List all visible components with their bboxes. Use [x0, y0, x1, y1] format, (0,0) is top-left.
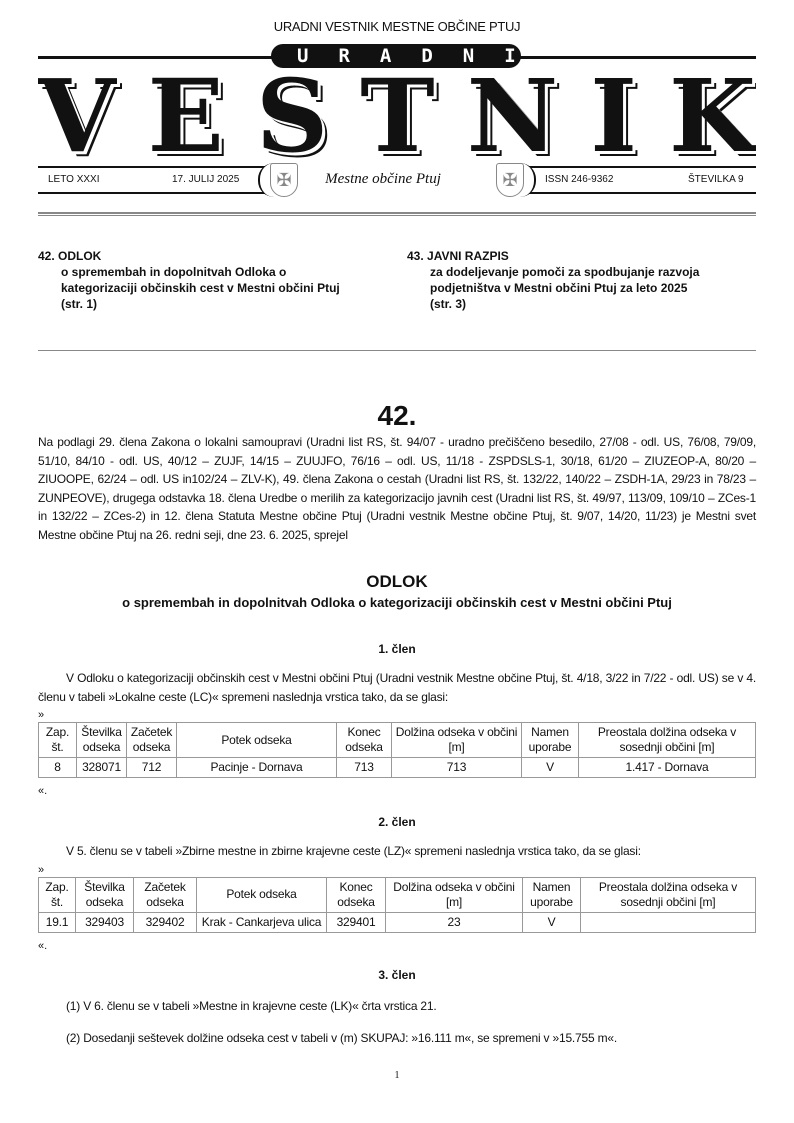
act-number: 42.: [377, 400, 417, 431]
table-row: [39, 758, 756, 778]
column-header: Dolžina odseka v občini [m]: [392, 723, 522, 758]
publication-title: URADNI VESTNIK MESTNE OBČINE PTUJ: [273, 19, 521, 34]
toc-line: (str. 3): [430, 297, 467, 311]
table-cell: V: [523, 912, 581, 932]
toc-line: za dodeljevanje pomoči za spodbujanje razvoja: [430, 265, 700, 279]
column-header: Konec odseka: [337, 723, 392, 758]
toc-title: 43. JAVNI RAZPIS: [407, 249, 509, 263]
column-header: Številka odseka: [76, 877, 134, 912]
quote-close: «.: [38, 785, 48, 797]
masthead-letter: V: [38, 70, 116, 162]
motto: Mestne občine Ptuj: [325, 171, 441, 187]
masthead-pill: URADNI: [271, 44, 521, 68]
masthead-letter: K: [669, 70, 756, 162]
column-header: Potek odseka: [197, 877, 327, 912]
quote-close: «.: [38, 939, 48, 952]
column-header: Preostala dolžina odseka v sosednji občini [m]: [579, 723, 756, 758]
issn: ISSN 246-9362: [545, 174, 614, 185]
issue-date: 17. JULIJ 2025: [172, 174, 240, 185]
column-header: Konec odseka: [327, 877, 386, 912]
column-header: Preostala dolžina odseka v sosednji občini [m]: [581, 877, 756, 912]
table-cell: 713: [337, 758, 392, 778]
article-text: V Odloku o kategorizaciji občinskih cest v Mestni občini Ptuj (Uradni vestnik Mestne občine Ptuj, št. 4/18, 3/22 in 7/22 - odl. US) se v 4. členu v tabeli »Lokalne ceste (LC)« spremeni naslednja vrstica tako, da se glasi:: [38, 671, 756, 704]
article-heading: 2. člen: [378, 815, 416, 829]
divider: [38, 350, 756, 351]
toc-line: o spremembah in dopolnitvah Odloka o: [61, 265, 287, 279]
masthead-letter: S: [255, 70, 329, 162]
masthead-letter: E: [147, 70, 224, 162]
table-of-contents: [38, 248, 756, 312]
column-header: Številka odseka: [77, 723, 127, 758]
leto: LETO XXXI: [48, 174, 100, 185]
toc-line: podjetništva v Mestni občini Ptuj za leto 2025: [430, 281, 688, 295]
issue-number: ŠTEVILKA 9: [688, 174, 744, 185]
table-cell: 329402: [134, 912, 197, 932]
act-title: ODLOK: [366, 572, 428, 591]
table-cell: 23: [386, 912, 523, 932]
toc-item-43[interactable]: [407, 248, 756, 312]
roads-table-lz: [38, 877, 756, 933]
column-header: Dolžina odseka v občini [m]: [386, 877, 523, 912]
masthead-letter: N: [466, 70, 559, 162]
toc-line: (str. 1): [61, 297, 98, 311]
column-header: Zap. št.: [39, 877, 76, 912]
toc-title: 42. ODLOK: [38, 249, 102, 263]
masthead-letter: I: [590, 70, 637, 162]
column-header: Zap. št.: [39, 723, 77, 758]
table-cell: 329403: [76, 912, 134, 932]
article-paragraph: (1) V 6. členu se v tabeli »Mestne in krajevne ceste (LK)« črta vrstica 21.: [66, 998, 437, 1013]
table-cell: 19.1: [39, 912, 76, 932]
table-cell: 328071: [77, 758, 127, 778]
preamble: Na podlagi 29. člena Zakona o lokalni samoupravi (Uradni list RS, št. 94/07 - uradno prečiščeno besedilo, 27/08 - odl. US, 76/08, 79/09, 51/10, 84/10 - odl. US, 40/12 – ZUJF, 14/15 – ZUUJFO, 76/16 – odl. US, 11/18 - ZSPDSLS-1, 30/18, 61/20 – ZIUZEOP-A, 80/20 – ZIUOOPE, 62/24 – odl. US in102/24 – ZLV-K), 49. člena Zakona o cestah (Uradni list RS, št. 132/22, 140/22 – ZSDH-1A, 29/23 in 78/23 – ZUNPEOVE), drugega odstavka 18. člena Uredbe o merilih za kategorizacijo javnih cest (Uradni list RS, št. 49/97, 113/09, 109/10 – ZCes-1 in 132/22 – ZCes-2) in 12. člena Statuta Mestne občine Ptuj (Uradni vestnik Mestne občine Ptuj, št. 9/07, 14/20, 11/23) je Mestni svet Mestne občine Ptuj na 26. redni seji, dne 23. 6. 2025, sprejel: [38, 435, 756, 542]
roads-table-lc: [38, 722, 756, 778]
page-number: 1: [394, 1069, 400, 1081]
table-cell: 712: [127, 758, 177, 778]
article-heading: 1. člen: [378, 642, 416, 656]
act-subtitle: o spremembah in dopolnitvah Odloka o kategorizaciji občinskih cest v Mestni občini Ptuj: [122, 595, 672, 610]
crest-icon: ✠: [270, 163, 298, 197]
table-cell: 1.417 - Dornava: [579, 758, 756, 778]
table-cell: [581, 912, 756, 932]
table-cell: 329401: [327, 912, 386, 932]
masthead-letter: T: [360, 70, 435, 162]
table-cell: Pacinje - Dornava: [177, 758, 337, 778]
toc-item-42[interactable]: [38, 248, 387, 312]
quote-open: »: [38, 863, 45, 876]
article-paragraph: (2) Dosedanji seštevek dolžine odseka cest v tabeli v (m) SKUPAJ: »16.111 m«, se spremeni v »15.755 m«.: [66, 1031, 618, 1045]
table-row: [39, 912, 756, 932]
article-heading: 3. člen: [378, 967, 416, 982]
table-cell: 8: [39, 758, 77, 778]
table-cell: 713: [392, 758, 522, 778]
column-header: Začetek odseka: [134, 877, 197, 912]
article-text: V 5. členu se v tabeli »Zbirne mestne in zbirne krajevne ceste (LZ)« spremeni naslednja vrstica tako, da se glasi:: [66, 844, 641, 858]
column-header: Namen uporabe: [522, 723, 579, 758]
quote-open: »: [38, 709, 45, 721]
table-header-row: [39, 723, 756, 758]
column-header: Namen uporabe: [523, 877, 581, 912]
table-cell: V: [522, 758, 579, 778]
table-header-row: [39, 877, 756, 912]
crest-icon: ✠: [496, 163, 524, 197]
column-header: Začetek odseka: [127, 723, 177, 758]
column-header: Potek odseka: [177, 723, 337, 758]
toc-line: kategorizaciji občinskih cest v Mestni občini Ptuj: [61, 281, 340, 295]
table-cell: Krak - Cankarjeva ulica: [197, 912, 327, 932]
